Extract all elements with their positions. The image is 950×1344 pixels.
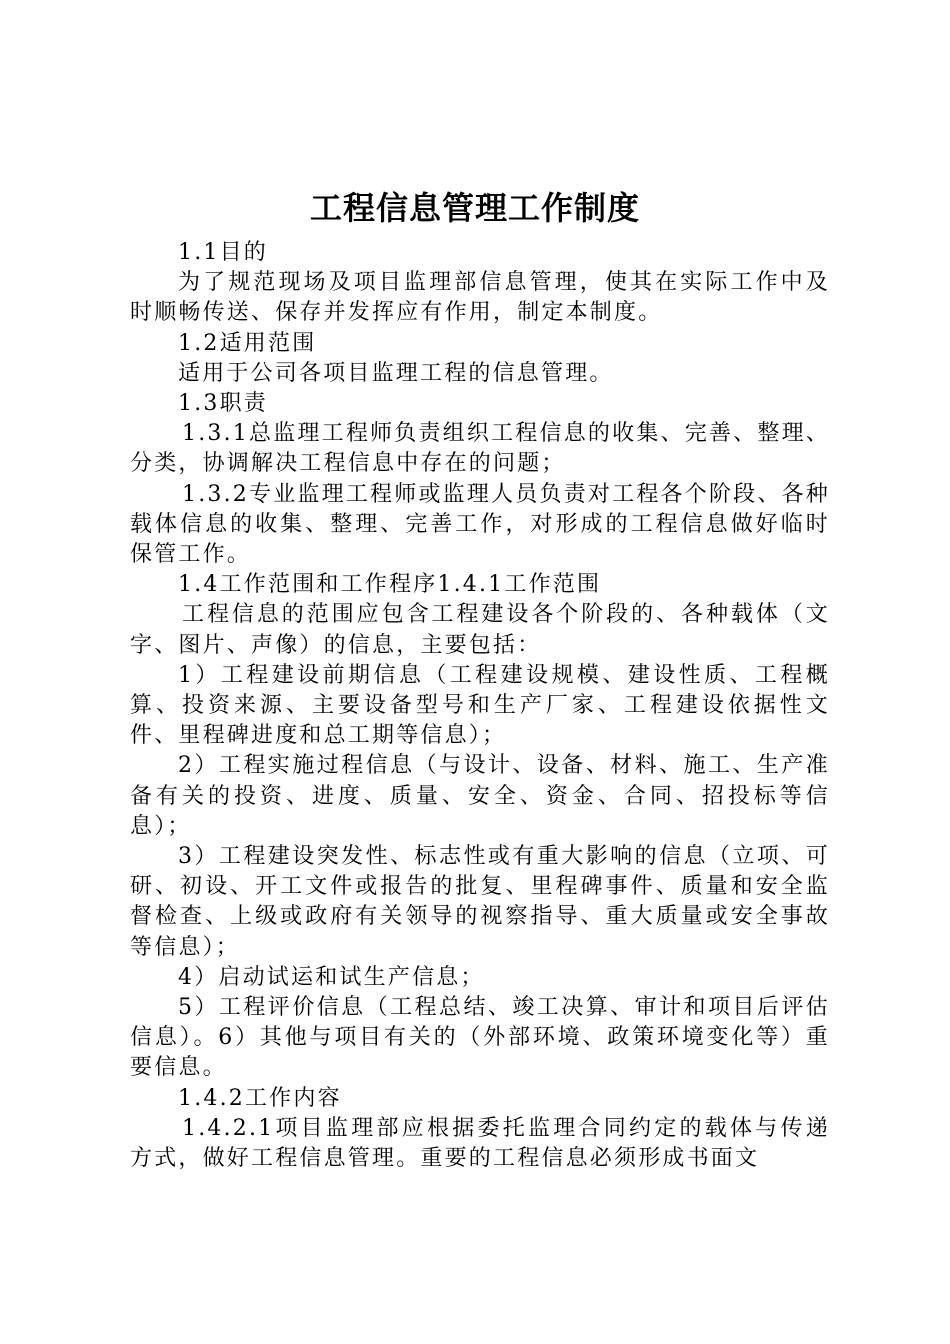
list-item-1: 1）工程建设前期信息（工程建设规模、建设性质、工程概算、投资来源、主要设备型号和生产厂家、工程建设依据性文件、里程碑进度和总工期等信息）；	[130, 662, 830, 749]
paragraph-purpose: 为了规范现场及项目监理部信息管理，使其在实际工作中及时顺畅传送、保存并发挥应有作用，制定本制度。	[130, 270, 830, 326]
paragraph-info-scope: 工程信息的范围应包含工程建设各个阶段的、各种载体（文字、图片、声像）的信息，主要包括：	[130, 602, 830, 658]
heading-1-2-scope: 1.2适用范围	[178, 330, 317, 356]
list-item-5-6: 5）工程评价信息（工程总结、竣工决算、审计和项目后评估信息）。6）其他与项目有关的（外部环境、政策环境变化等）重要信息。	[130, 995, 830, 1081]
heading-1-1-purpose: 1.1目的	[178, 240, 268, 265]
paragraph-scope: 适用于公司各项目监理工程的信息管理。	[178, 360, 614, 386]
heading-1-3-duties: 1.3职责	[178, 391, 268, 417]
paragraph-duty-1-3-1: 1.3.1总监理工程师负责组织工程信息的收集、完善、整理、分类，协调解决工程信息中存在的问题；	[130, 421, 830, 477]
list-item-4: 4）启动试运和试生产信息；	[178, 964, 485, 990]
heading-1-4-work-scope: 1.4工作范围和工作程序1.4.1工作范围	[178, 572, 602, 598]
heading-1-4-2-work-content: 1.4.2工作内容	[178, 1085, 342, 1111]
paragraph-duty-1-3-2: 1.3.2专业监理工程师或监理人员负责对工程各个阶段、各种载体信息的收集、整理、完善工作，对形成的工程信息做好临时保管工作。	[130, 481, 830, 568]
paragraph-1-4-2-1: 1.4.2.1项目监理部应根据委托监理合同约定的载体与传递方式，做好工程信息管理。重要的工程信息必须形成书面文	[130, 1115, 830, 1172]
list-item-3: 3）工程建设突发性、标志性或有重大影响的信息（立项、可研、初设、开工文件或报告的批复、里程碑事件、质量和安全监督检查、上级或政府有关领导的视察指导、重大质量或安全事故等信息）；	[130, 844, 830, 960]
document-body	[130, 238, 830, 1174]
document-title: 工程信息管理工作制度	[309, 189, 640, 227]
list-item-2: 2）工程实施过程信息（与设计、设备、材料、施工、生产准备有关的投资、进度、质量、安全、资金、合同、招投标等信息）；	[130, 753, 830, 839]
